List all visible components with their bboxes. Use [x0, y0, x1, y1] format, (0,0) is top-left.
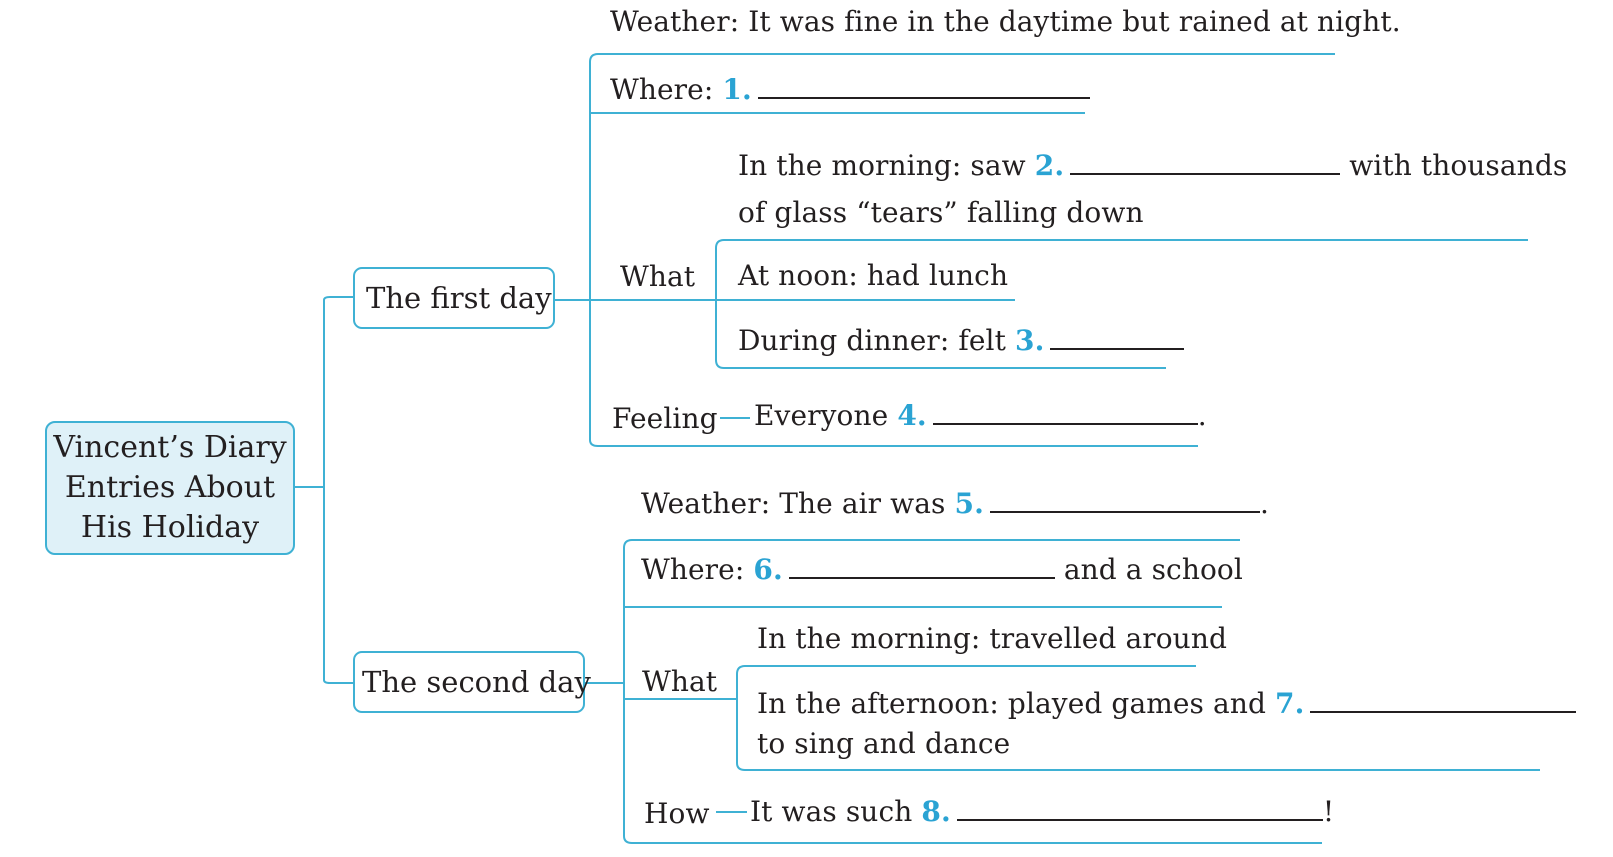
blank-6-number: 6.: [753, 553, 783, 586]
day1-where-label: Where:: [610, 73, 714, 106]
blank-8-line[interactable]: [957, 795, 1323, 821]
blank-4-line[interactable]: [933, 399, 1198, 425]
day1-weather: Weather: It was fine in the daytime but rained at night.: [610, 5, 1401, 38]
day1-feeling-text: Everyone: [754, 399, 889, 432]
day1-what-label: What: [620, 260, 696, 293]
day2-how-end: !: [1322, 795, 1335, 828]
day2-afternoon-line2: to sing and dance: [757, 727, 1011, 760]
day2-what-label: What: [642, 665, 718, 698]
day1-morning-line2: of glass “tears” falling down: [738, 196, 1144, 229]
day1-branch-line: [554, 54, 1335, 446]
day1-feeling: [754, 399, 1207, 433]
day2-weather-end: .: [1259, 487, 1269, 520]
blank-3-number: 3.: [1014, 324, 1045, 357]
day2-weather: [641, 487, 1269, 521]
blank-1-line[interactable]: [758, 73, 1090, 99]
day1-morning-text: In the morning: saw: [738, 149, 1026, 182]
day2-morning: In the morning: travelled around: [757, 622, 1227, 655]
day2-how-text: It was such: [750, 795, 913, 828]
day2-where-label: Where:: [641, 553, 745, 586]
day2-weather-text: Weather: The air was: [641, 487, 946, 520]
day1-label: The first day: [366, 281, 552, 315]
day2-where-after: and a school: [1063, 553, 1243, 586]
day1-dinner-text: During dinner: felt: [738, 324, 1006, 357]
day1-noon: At noon: had lunch: [738, 259, 1009, 292]
day2-afternoon: [757, 687, 1576, 721]
blank-3-line[interactable]: [1050, 324, 1184, 350]
blank-2-line[interactable]: [1070, 149, 1340, 175]
blank-7-line[interactable]: [1310, 687, 1576, 713]
day1-morning-after: with thousands: [1349, 149, 1568, 182]
day1-morning: [738, 149, 1567, 183]
blank-4-number: 4.: [897, 399, 927, 432]
central-title-line3: His Holiday: [80, 510, 260, 545]
blank-5-line[interactable]: [990, 487, 1260, 513]
central-trunk-line: [294, 297, 354, 683]
day2-how: [750, 795, 1334, 829]
day1-where: [610, 73, 1090, 107]
blank-6-line[interactable]: [789, 553, 1055, 579]
day1-feeling-label: Feeling: [612, 402, 718, 435]
blank-1-number: 1.: [722, 73, 752, 106]
central-node: [48, 422, 292, 554]
blank-2-number: 2.: [1034, 149, 1065, 182]
central-title-line2: Entries About: [64, 470, 276, 505]
day2-afternoon-text: In the afternoon: played games and: [757, 687, 1266, 720]
blank-5-number: 5.: [954, 487, 984, 520]
day2-label: The second day: [362, 665, 591, 699]
blank-7-number: 7.: [1275, 687, 1305, 720]
day2-where: [641, 553, 1243, 587]
blank-8-number: 8.: [921, 795, 951, 828]
day1-feeling-end: .: [1197, 399, 1207, 432]
day1-dinner: [738, 324, 1184, 358]
central-title-line1: Vincent’s Diary: [53, 430, 287, 465]
day2-how-label: How: [644, 797, 710, 830]
